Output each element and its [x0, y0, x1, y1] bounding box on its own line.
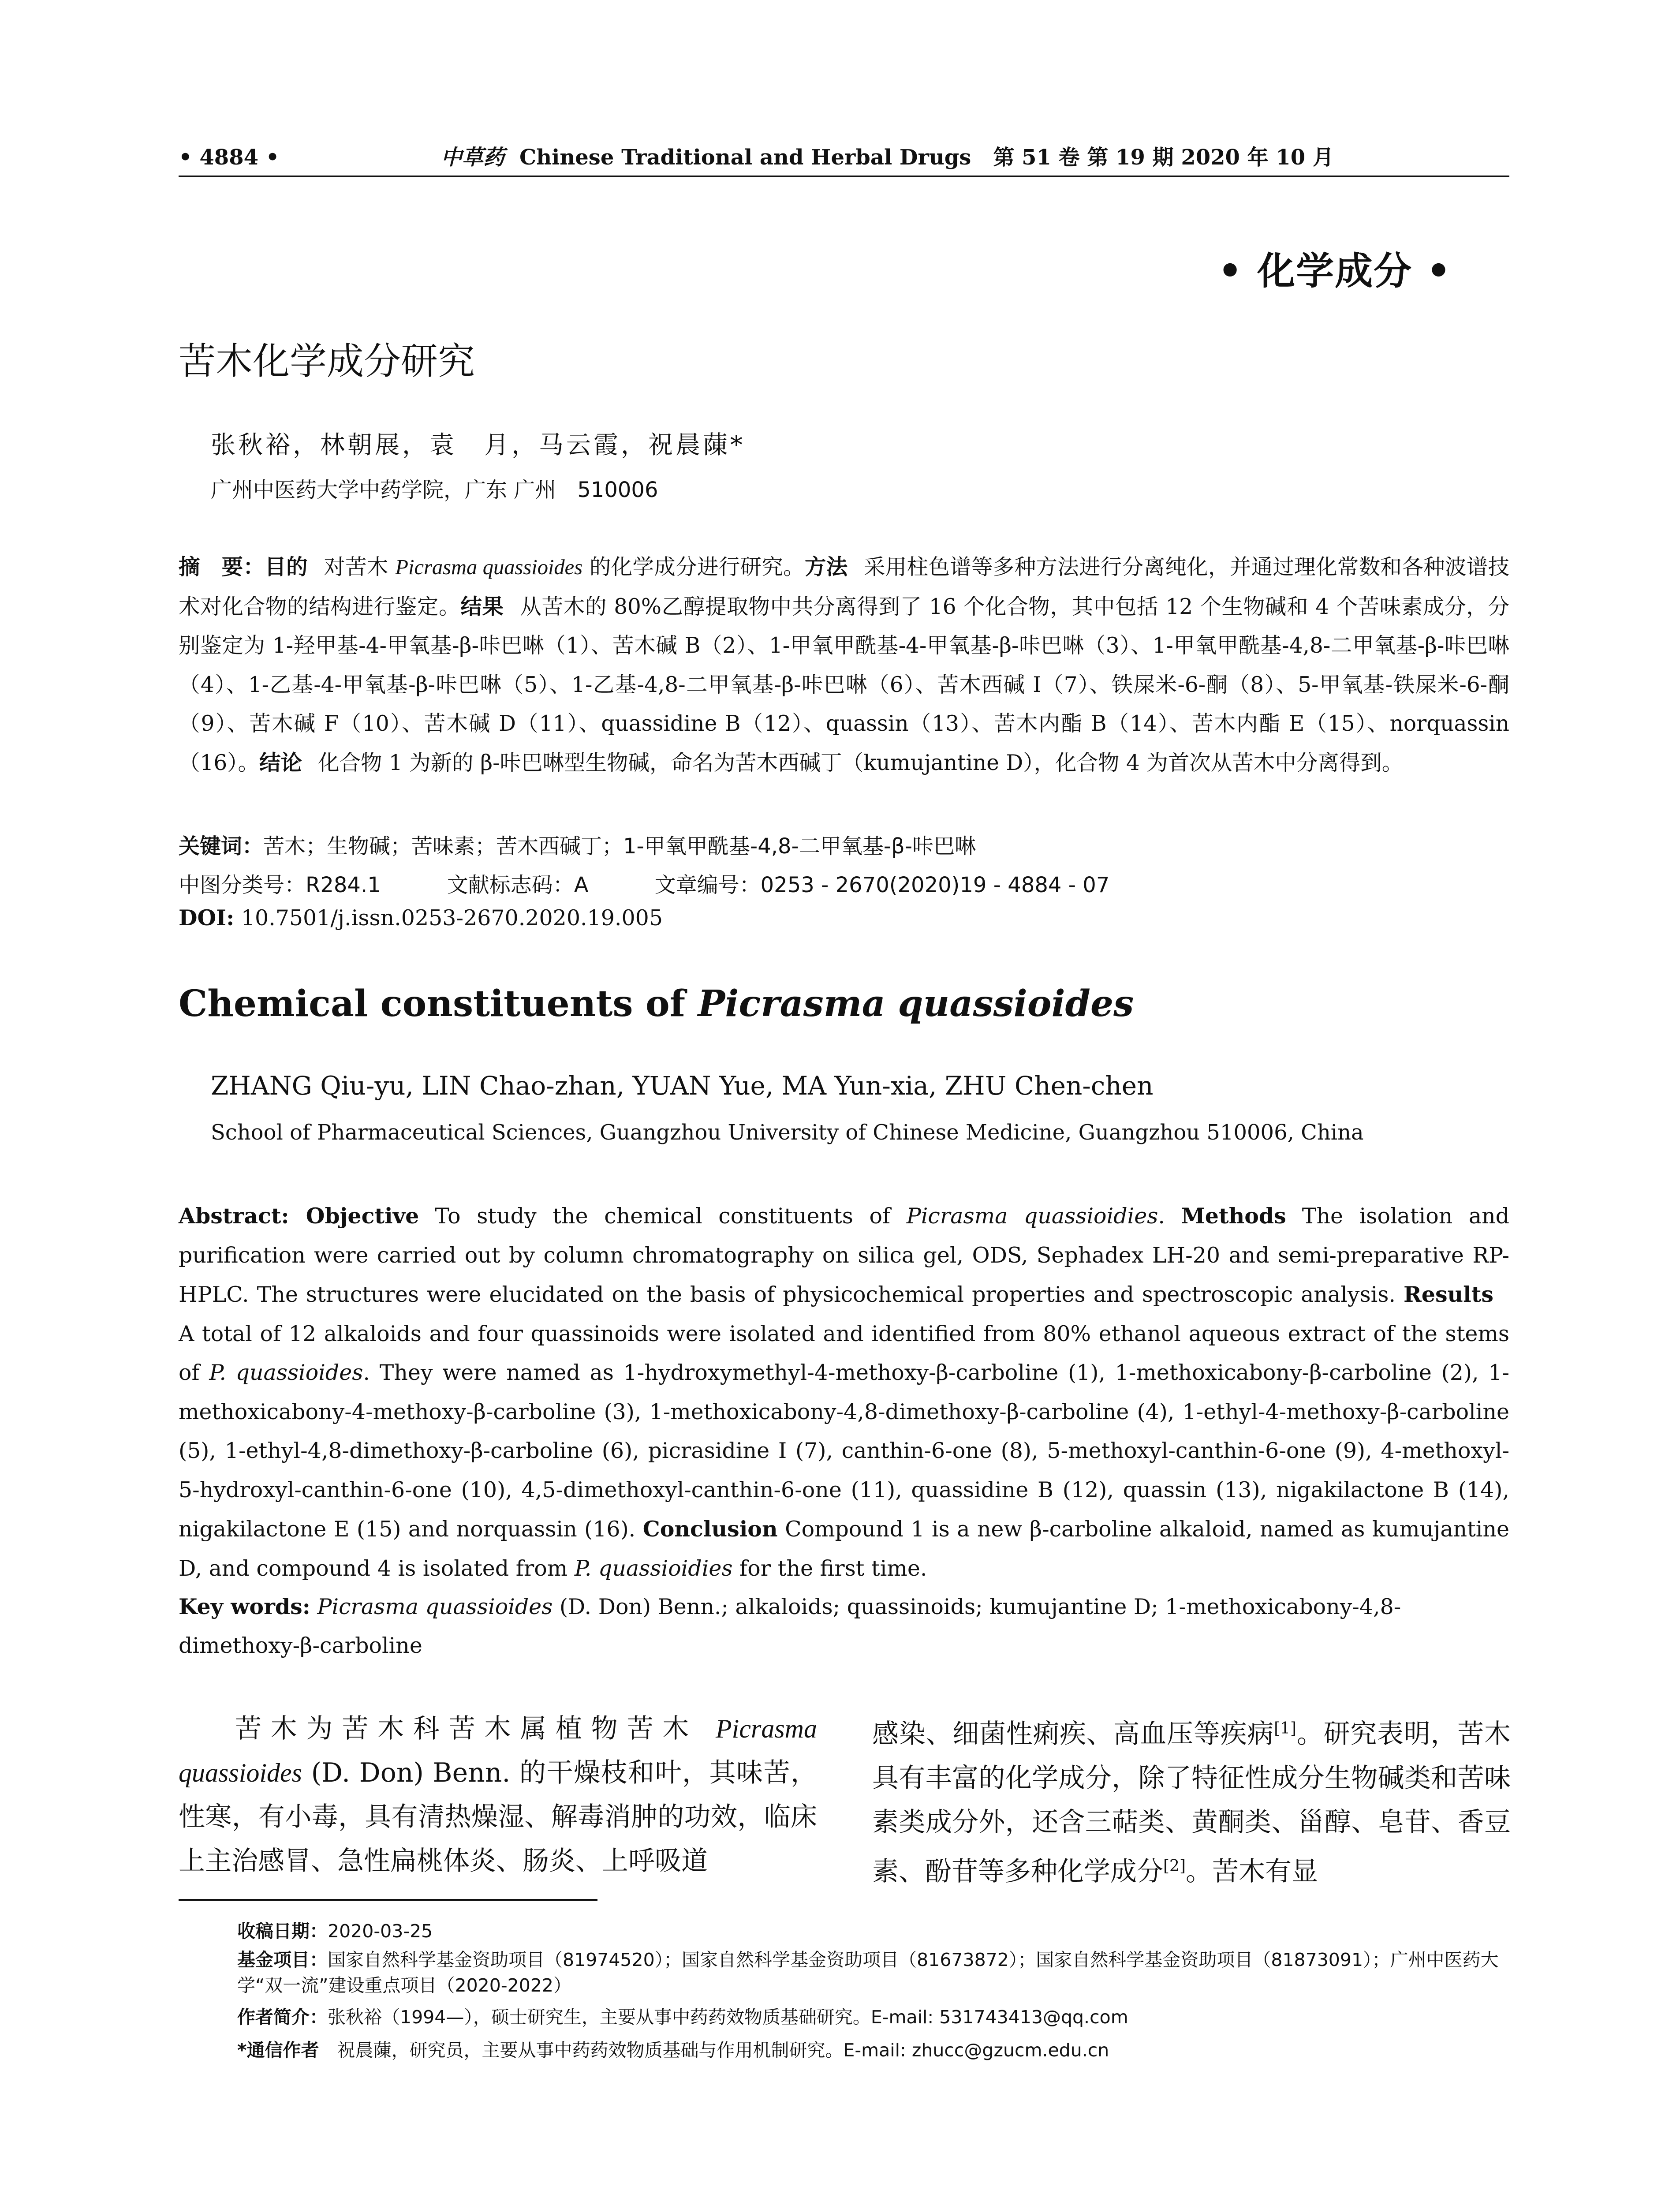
en-conclusion-b: for the first time. — [732, 1555, 927, 1581]
body-right-c: 。苦木有显 — [1186, 1856, 1318, 1887]
cn-results-label: 结果 — [460, 594, 504, 619]
doi-value: 10.7501/j.issn.0253-2670.2020.19.005 — [234, 905, 663, 931]
en-methods: The isolation and purification were carried out by column chromatography on silica gel, ODS, Sephadex LH-20 and semi-preparative RP-HPLC. The structures were elucidated on the basis of physicochemical properties and spectroscopic analysis. — [179, 1203, 1509, 1307]
cn-results: 从苦木的 80%乙醇提取物中共分离得到了 16 个化合物，其中包括 12 个生物碱和 4 个苦味素成分，分别鉴定为 1-羟甲基-4-甲氧基-β-咔巴啉（1）、苦木碱 B（2）、1-甲氧甲酰基-4-甲氧基-β-咔巴啉（3）、1-甲氧甲酰基-4,8-二甲氧基-β-咔巴啉（4）、1-乙基-4-甲氧基-β-咔巴啉（5）、1-乙基-4,8-二甲氧基-β-咔巴啉（6）、苦木西碱 I（7）、铁屎米-6-酮（8）、5-甲氧基-铁屎米-6-酮（9）、苦木碱 F（10）、苦木碱 D（11）、quassidine B（12）、quassin（13）、苦木内酯 B（14）、苦木内酯 E（15）、norquassin（16）。 — [179, 594, 1509, 775]
cn-objective-a: 对苦木 — [323, 555, 396, 579]
en-results-species: P. quassioides — [209, 1360, 363, 1385]
cn-objective-species: Picrasma quassioides — [395, 556, 583, 579]
en-title-text: Chemical constituents of — [179, 983, 698, 1025]
page-number: • 4884 • — [179, 145, 280, 170]
cn-keywords — [179, 829, 976, 860]
author-label: 作者简介： — [237, 2007, 328, 2028]
en-results-a: A total of 12 alkaloids and four quassinoids were isolated and identified from 80% ethanol aqueous extract of the stems of — [179, 1321, 1509, 1385]
en-keywords — [179, 1587, 1509, 1665]
en-keywords-text: (D. Don) Benn.; alkaloids; quassinoids; kumujantine D; 1-methoxicabony-4,8-dimethoxy-β-carboline — [179, 1594, 1401, 1658]
doi — [179, 905, 663, 931]
body-column-left — [179, 1707, 817, 1883]
en-abstract-label: Abstract: Objective — [179, 1203, 419, 1229]
en-affiliation: School of Pharmaceutical Sciences, Guangzhou University of Chinese Medicine, Guangzhou 510006, China — [211, 1120, 1364, 1145]
cn-doc-code: 文献标志码：A — [447, 873, 589, 897]
en-title-species: Picrasma quassioides — [698, 983, 1134, 1025]
cn-class-number: 中图分类号：R284.1 — [179, 873, 381, 897]
en-methods-label: Methods — [1181, 1203, 1286, 1229]
en-objective-b: . — [1158, 1203, 1165, 1229]
cn-objective-label: 目的 — [265, 555, 308, 579]
received-label: 收稿日期： — [237, 1921, 328, 1942]
body-left-b: (D. Don) Benn. 的干燥枝和叶，其味苦，性寒，有小毒，具有清热燥湿、解毒消肿的功效，临床上主治感冒、急性扁桃体炎、肠炎、上呼吸道 — [179, 1757, 817, 1876]
journal-name-en: Chinese Traditional and Herbal Drugs — [519, 145, 971, 170]
cn-objective-b: 的化学成分进行研究。 — [582, 555, 805, 579]
cn-abstract — [179, 548, 1509, 782]
en-objective-species: Picrasma quassioidies — [906, 1203, 1158, 1229]
footnote-funding — [237, 1947, 1509, 1998]
cn-authors: 张秋裕，林朝展，袁 月，马云霞，祝晨蔯* — [211, 431, 745, 460]
section-label: • 化学成分 • — [1218, 249, 1452, 293]
body-left-a: 苦木为苦木科苦木属植物苦木 — [235, 1713, 716, 1744]
doi-label: DOI: — [179, 905, 235, 931]
en-conclusion-a: Compound 1 is a new β-carboline alkaloid, named as kumujantine D, and compound 4 is isolated from — [179, 1517, 1510, 1581]
citation-1[interactable]: [1] — [1274, 1719, 1297, 1738]
corr-text: 祝晨蔯，研究员，主要从事中药药效物质基础与作用机制研究。E-mail: zhucc@gzucm.edu.cn — [319, 2040, 1109, 2061]
footnote-rule — [179, 1899, 597, 1901]
cn-title: 苦木化学成分研究 — [179, 340, 475, 383]
cn-classification — [179, 868, 1109, 898]
journal-name-cn: 中草药 — [441, 145, 505, 170]
fund-text: 国家自然科学基金资助项目（81974520）；国家自然科学基金资助项目（81673872）；国家自然科学基金资助项目（81873091）；广州中医药大学“双一流”建设重点项目（2020-2022） — [237, 1949, 1499, 1996]
cn-affiliation: 广州中医药大学中药学院，广东 广州 510006 — [211, 478, 658, 502]
footnote-received — [237, 1918, 1509, 1944]
cn-article-number: 文章编号：0253 - 2670(2020)19 - 4884 - 07 — [654, 873, 1110, 897]
en-results-label: Results — [1404, 1282, 1493, 1307]
en-conclusion-label: Conclusion — [642, 1516, 778, 1542]
header-rule — [179, 176, 1509, 177]
journal-issue: 第 51 卷 第 19 期 2020 年 10 月 — [993, 145, 1334, 170]
author-text: 张秋裕（1994—），硕士研究生，主要从事中药药效物质基础研究。E-mail: 531743413@qq.com — [328, 2007, 1128, 2028]
cn-keywords-text: 苦木；生物碱；苦味素；苦木西碱丁；1-甲氧甲酰基-4,8-二甲氧基-β-咔巴啉 — [263, 834, 976, 859]
footnote-author — [237, 2004, 1509, 2030]
en-abstract — [179, 1196, 1509, 1588]
citation-2[interactable]: [2] — [1163, 1857, 1186, 1875]
en-keywords-label: Key words: — [179, 1594, 310, 1619]
cn-methods: 采用柱色谱等多种方法进行分离纯化，并通过理化常数和各种波谱技术对化合物的结构进行鉴定。 — [179, 555, 1510, 619]
cn-conclusion: 化合物 1 为新的 β-咔巴啉型生物碱，命名为苦木西碱丁（kumujantine D），化合物 4 为首次从苦木中分离得到。 — [317, 750, 1404, 775]
cn-methods-label: 方法 — [804, 555, 848, 579]
en-title — [179, 983, 1134, 1025]
en-keywords-species: Picrasma quassioides — [317, 1594, 553, 1619]
journal-name — [441, 142, 1334, 173]
cn-keywords-label: 关键词： — [179, 834, 264, 859]
running-head — [179, 142, 1510, 173]
en-objective-a: To study the chemical constituents of — [435, 1203, 907, 1229]
received-date: 2020-03-25 — [328, 1921, 433, 1942]
en-conclusion-species: P. quassioidies — [574, 1555, 733, 1581]
cn-conclusion-label: 结论 — [259, 750, 302, 775]
body-right-b: 。研究表明，苦木具有丰富的化学成分，除了特征性成分生物碱类和苦味素类成分外，还含三萜类、黄酮类、甾醇、皂苷、香豆素、酚苷等多种化学成分 — [872, 1719, 1511, 1887]
body-column-right — [872, 1707, 1511, 1894]
corr-label: *通信作者 — [237, 2040, 319, 2061]
footnote-corresponding — [237, 2037, 1509, 2063]
cn-abstract-label: 摘 要： — [179, 555, 265, 579]
fund-label: 基金项目： — [237, 1949, 328, 1970]
body-left-species: Picrasma quassioides — [179, 1714, 817, 1787]
en-authors: ZHANG Qiu-yu, LIN Chao-zhan, YUAN Yue, MA Yun-xia, ZHU Chen-chen — [211, 1071, 1154, 1101]
body-right-a: 感染、细菌性痢疾、高血压等疾病 — [872, 1719, 1274, 1749]
en-results-b: . They were named as 1-hydroxymethyl-4-methoxy-β-carboline (1), 1-methoxicabony-β-carboline (2), 1-methoxicabony-4-methoxy-β-carboline (3), 1-methoxicabony-4,8-dimethoxy-β-carboline (4), 1-ethyl-4-methoxy-β-carboline (5), 1-ethyl-4,8-dimethoxy-β-carboline (6), picrasidine I (7), canthin-6-one (8), 5-methoxyl-canthin-6-one (9), 4-methoxyl-5-hydroxyl-canthin-6-one (10), 4,5-dimethoxyl-canthin-6-one (11), quassidine B (12), quassin (13), nigakilactone B (14), nigakilactone E (15) and norquassin (16). — [179, 1360, 1509, 1542]
